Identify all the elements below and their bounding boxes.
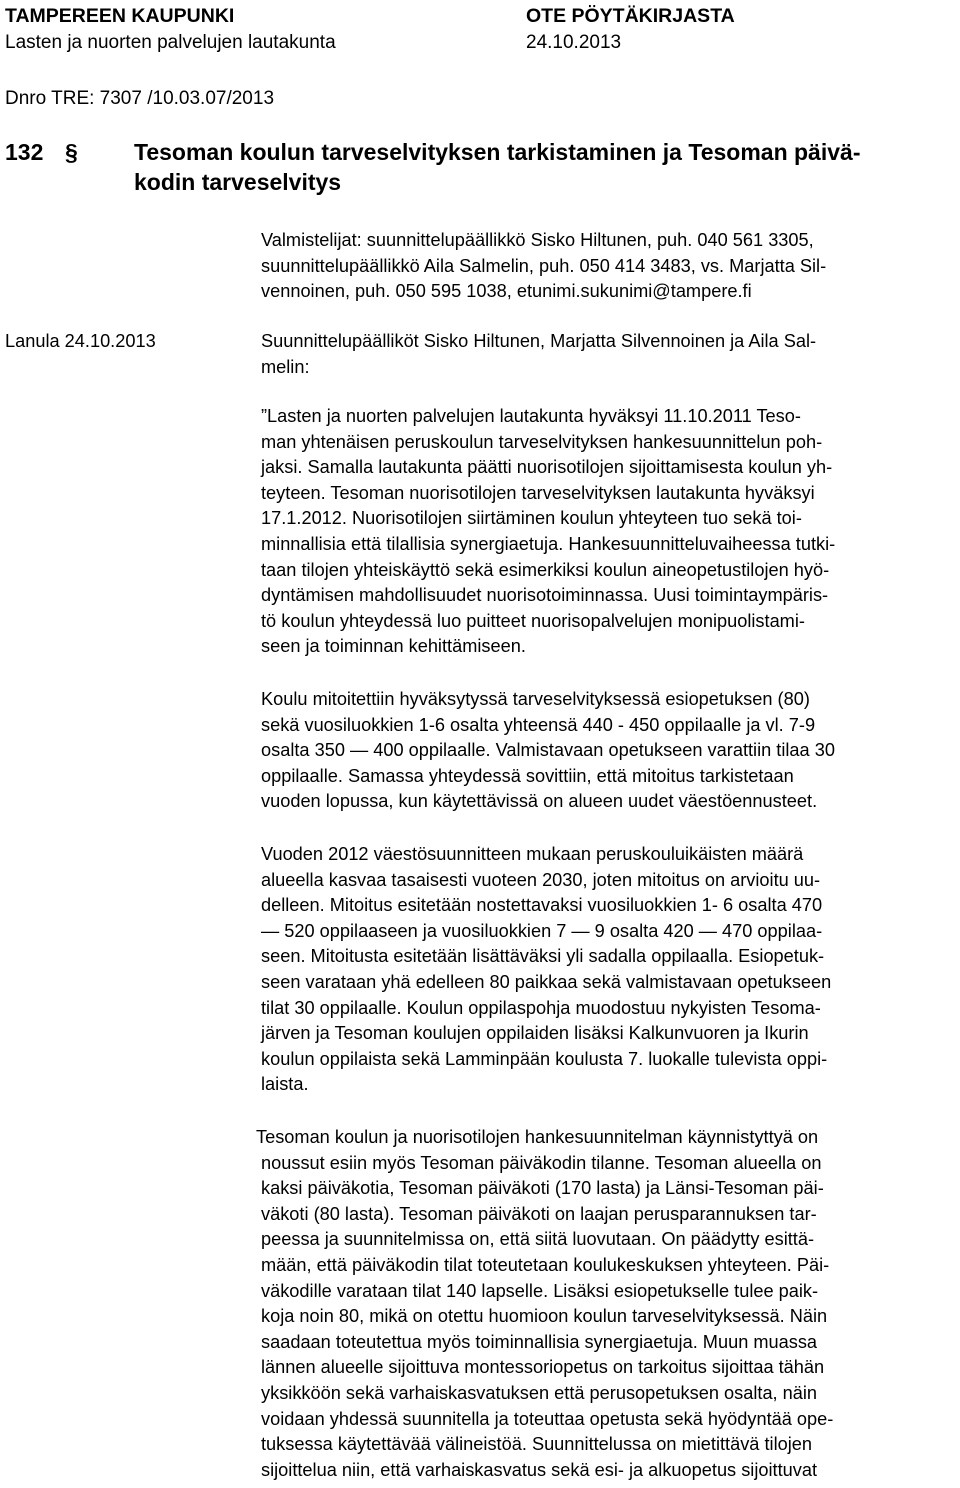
- paragraph-line: tilat 30 oppilaalle. Koulun oppilaspohja muodostuu nykyisten Tesoma-: [261, 997, 821, 1018]
- paragraph-line: koja noin 80, mikä on otettu huomioon koulun tarveselvityksessä. Näin: [261, 1306, 828, 1327]
- paragraph-line: Tesoman koulun ja nuorisotilojen hankesuunnitelman käynnistyttyä on: [256, 1127, 819, 1147]
- paragraph-line: minnallisia että tilallisia synergiaetuja. Hankesuunnitteluvaiheessa tutki-: [261, 533, 836, 554]
- paragraph-line: laista.: [261, 1074, 309, 1095]
- section-title: [134, 137, 934, 197]
- paragraph-line: jaksi. Samalla lautakunta päätti nuorisotilojen sijoittamisesta koulun yh-: [261, 457, 833, 478]
- paragraph-2: [261, 687, 960, 815]
- paragraph-line: seen ja toiminnan kehittämiseen.: [261, 636, 526, 657]
- paragraph-line: alueella kasvaa tasaisesti vuoteen 2030, joten mitoitus on arvioitu uu-: [261, 869, 821, 890]
- paragraph-line: seen varataan yhä edelleen 80 paikkaa sekä valmistavaan opetukseen: [261, 971, 832, 992]
- preparers-line: suunnittelupäällikkö Aila Salmelin, puh. 050 414 3483, vs. Marjatta Sil-: [261, 255, 827, 276]
- organization-name: TAMPEREEN KAUPUNKI: [5, 5, 235, 27]
- paragraph-line: lännen alueelle sijoittuva montessoriopetus on tarkoitus sijoittaa tähän: [261, 1357, 825, 1378]
- document-type: OTE PÖYTÄKIRJASTA: [526, 5, 735, 27]
- paragraph-line: väkoti (80 lasta). Tesoman päiväkoti on laajan perusparannuksen tar-: [261, 1203, 817, 1224]
- paragraph-line: dyntämisen mahdollisuudet nuorisotoiminnassa. Uusi toimintaympäris-: [261, 585, 829, 606]
- paragraph-line: man yhtenäisen peruskoulun tarveselvityksen hankesuunnittelun poh-: [261, 431, 823, 452]
- paragraph-3: [261, 842, 960, 1098]
- paragraph-line: mään, että päiväkodin tilat toteutetaan koulukeskuksen yhteyteen. Päi-: [261, 1254, 830, 1275]
- paragraph-line: ”Lasten ja nuorten palvelujen lautakunta hyväksyi 11.10.2011 Teso-: [261, 406, 801, 426]
- preparers-block: [261, 228, 960, 305]
- paragraph-line: peessa ja suunnitelmissa on, että siitä luovutaan. On päädytty esittä-: [261, 1229, 815, 1250]
- paragraph-line: sijoittelua niin, että varhaiskasvatus sekä esi- ja alkuopetus sijoittuvat: [261, 1459, 818, 1480]
- paragraph-line: tuksessa käytettävää välineistöä. Suunnittelussa on mietittävä tilojen: [261, 1434, 812, 1455]
- paragraph-line: 17.1.2012. Nuorisotilojen siirtäminen koulun yhteyteen tuo sekä toi-: [261, 508, 802, 529]
- paragraph-line: vuoden lopussa, kun käytettävissä on alueen uudet väestöennusteet.: [261, 791, 818, 812]
- paragraph-line: kaksi päiväkotia, Tesoman päiväkoti (170 lasta) ja Länsi-Tesoman päi-: [261, 1178, 824, 1199]
- intro-line: melin:: [261, 356, 310, 377]
- section-symbol: §: [65, 139, 78, 165]
- paragraph-line: taan tilojen yhteiskäyttö sekä esimerkiksi koulun aineopetustilojen hyö-: [261, 559, 830, 580]
- paragraph-line: oppilaalle. Samassa yhteydessä sovittiin, että mitoitus tarkistetaan: [261, 765, 794, 786]
- section-title-line: kodin tarveselvitys: [134, 169, 342, 195]
- section-title-line: Tesoman koulun tarveselvityksen tarkistaminen ja Tesoman päivä-: [134, 139, 861, 165]
- paragraph-line: Vuoden 2012 väestösuunnitteen mukaan peruskouluikäisten määrä: [261, 844, 804, 864]
- paragraph-line: Koulu mitoitettiin hyväksytyssä tarveselvityksessä esiopetuksen (80): [261, 689, 810, 709]
- paragraph-line: tö koulun yhteydessä luo puitteet nuorisopalvelujen monipuolistami-: [261, 610, 805, 631]
- board-name: Lasten ja nuorten palvelujen lautakunta: [5, 32, 336, 53]
- paragraph-line: sekä vuosiluokkien 1-6 osalta yhteensä 440 - 450 oppilaalle ja vl. 7-9: [261, 714, 816, 735]
- intro-line: Suunnittelupäälliköt Sisko Hiltunen, Marjatta Silvennoinen ja Aila Sal-: [261, 331, 817, 351]
- paragraph-line: voidaan yhdessä suunnitella ja toteuttaa opetusta sekä hyödyntää ope-: [261, 1408, 834, 1429]
- paragraph-line: noussut esiin myös Tesoman päiväkodin tilanne. Tesoman alueella on: [261, 1152, 822, 1173]
- paragraph-line: delleen. Mitoitus esitetään nostettavaksi vuosiluokkien 1- 6 osalta 470: [261, 895, 823, 916]
- section-number: 132: [5, 139, 44, 165]
- paragraph-line: saadaan toteutettua myös toiminnallisia synergiaetuja. Muun muassa: [261, 1331, 818, 1352]
- lanula-label: Lanula 24.10.2013: [5, 331, 156, 351]
- lanula-intro: [261, 329, 960, 380]
- preparers-line: Valmistelijat: suunnittelupäällikkö Sisko Hiltunen, puh. 040 561 3305,: [261, 230, 814, 250]
- paragraph-line: yksikköön sekä varhaiskasvatuksen että perusopetuksen osalta, näin: [261, 1382, 818, 1403]
- paragraph-line: järven ja Tesoman koulujen oppilaiden lisäksi Kalkunvuoren ja Ikurin: [261, 1023, 809, 1044]
- paragraph-line: teyteen. Tesoman nuorisotilojen tarveselvityksen lautakunta hyväksyi: [261, 482, 815, 503]
- paragraph-line: väkodille varataan tilat 140 lapselle. Lisäksi esiopetukselle tulee paik-: [261, 1280, 819, 1301]
- paragraph-4: [256, 1125, 956, 1483]
- paragraph-line: koulun oppilaista sekä Lamminpään koulusta 7. luokalle tulevista oppi-: [261, 1048, 828, 1069]
- paragraph-line: osalta 350 — 400 oppilaalle. Valmistavaan opetukseen varattiin tilaa 30: [261, 740, 835, 761]
- preparers-line: vennoinen, puh. 050 595 1038, etunimi.sukunimi@tampere.fi: [261, 281, 752, 302]
- paragraph-line: seen. Mitoitusta esitetään lisättäväksi yli sadalla oppilaalla. Esiopetuk-: [261, 946, 825, 967]
- paragraph-line: — 520 oppilaaseen ja vuosiluokkien 7 — 9 osalta 420 — 470 oppilaa-: [261, 920, 823, 941]
- meeting-date: 24.10.2013: [526, 32, 622, 53]
- record-number: Dnro TRE: 7307 /10.03.07/2013: [5, 88, 275, 109]
- paragraph-1: [261, 404, 960, 660]
